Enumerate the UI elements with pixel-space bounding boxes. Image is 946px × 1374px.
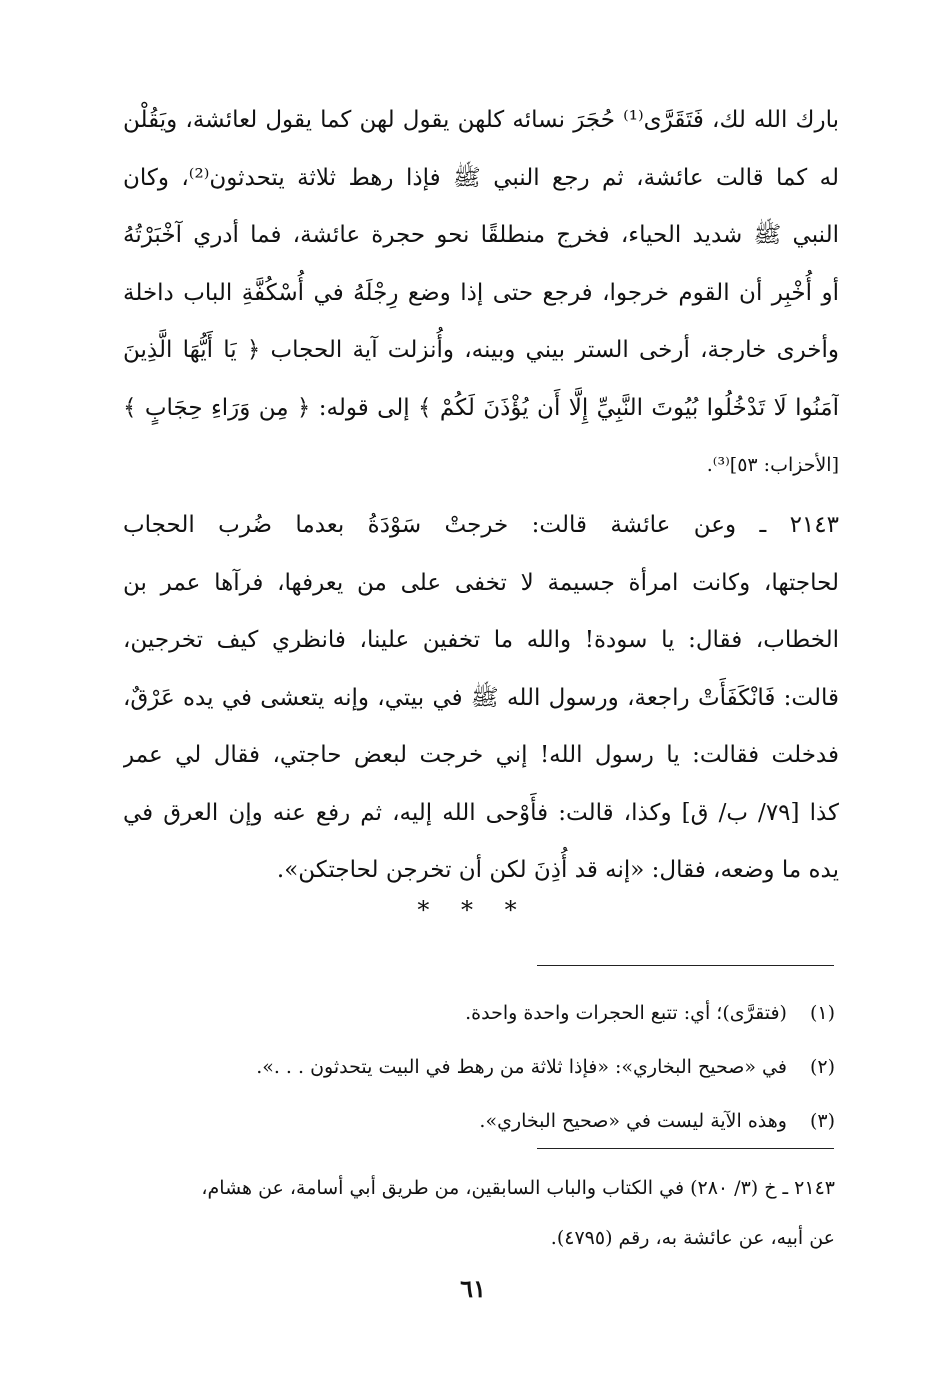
hadith-paragraph-continuation [123,92,839,495]
text-line: ٢١٤٣ ـ وعن عائشة قالت: خرجتْ سَوْدَةُ بعدما ضُرب الحجاب [123,512,839,538]
takhrij-divider [537,1148,834,1149]
section-separator: * * * [417,896,529,924]
text-line: أو أُخْبِر أن القوم خرجوا، فرجع حتى إذا وضع رِجْلَهُ في أُسْكُفَّةِ الباب داخلة [123,279,839,306]
footnote-text: (فتقرَّى)؛ أي: تتبع الحجرات واحدة واحدة. [465,1002,787,1024]
text-line: قالت: فَانْكَفَأَتْ راجعة، ورسول الله ﷺ في بيتي، وإنه يتعشى في يده عَرْقٌ، [123,684,839,711]
footnote-text: في «صحيح البخاري»: «فإذا ثلاثة من رهط في البيت يتحدثون . . .». [256,1056,787,1078]
quran-reference: [الأحزاب: ٥٣]⁽³⁾. [706,454,839,476]
text-line: بارك الله لك، فَتَقَرَّى⁽¹⁾ حُجَرَ نسائه كلهن يقول لهن كما يقول لعائشة، ويَقُلْن [123,107,839,133]
footnote-item [123,1094,835,1148]
takhrij-line: عن أبيه، عن عائشة به، رقم (٤٧٩٥). [550,1227,835,1249]
footnote-item [123,1040,835,1094]
text-line: لحاجتها، وكانت امرأة جسيمة لا تخفى على من يعرفها، فرآها عمر بن [123,569,839,596]
text-line: له كما قالت عائشة، ثم رجع النبي ﷺ فإذا رهط ثلاثة يتحدثون⁽²⁾، وكان [123,164,839,191]
text-line: كذا [٧٩/ ب/ ق] وكذا، قالت: فأَوْحى الله إليه، ثم رفع عنه وإن العرق في [123,799,839,826]
footnote-number: (١) [809,1002,835,1024]
text-line: وأخرى خارجة، أرخى الستر بيني وبينه، وأُنزلت آية الحجاب ﴿ يَا أَيُّهَا الَّذِينَ [123,337,839,363]
text-line: يده ما وضعه، فقال: «إنه قد أُذِنَ لكن أن تخرجن لحاجتكن». [276,857,839,883]
takhrij-line: ٢١٤٣ ـ خ (٣/ ٢٨٠) في الكتاب والباب السابقين، من طريق أبي أسامة، عن هشام، [201,1177,835,1199]
footnote-item [123,986,835,1040]
footnote-number: (٢) [809,1056,835,1078]
hadith-2143-paragraph [123,497,839,900]
text-line: آمَنُوا لَا تَدْخُلُوا بُيُوتَ النَّبِيِّ إِلَّا أَن يُؤْذَنَ لَكُمْ ﴾ إلى قوله: ﴿ مِن وَرَاءِ حِجَابٍ ﴾ [123,394,839,421]
text-line: الخطاب، فقال: يا سودة! والله ما تخفين علينا، فانظري كيف تخرجين، [123,627,839,653]
footnote-divider [537,965,834,966]
page-number: ٦١ [460,1274,486,1303]
footnotes [123,986,835,1148]
footnote-text: وهذه الآية ليست في «صحيح البخاري». [479,1110,787,1132]
takhrij-note [123,1163,835,1263]
footnote-number: (٣) [809,1110,835,1132]
text-line: النبي ﷺ شديد الحياء، فخرج منطلقًا نحو حجرة عائشة، فما أدري آخْبَرْتُهُ [123,222,839,248]
text-line: فدخلت فقالت: يا رسول الله! إني خرجت لبعض حاجتي، فقال لي عمر [123,742,839,768]
